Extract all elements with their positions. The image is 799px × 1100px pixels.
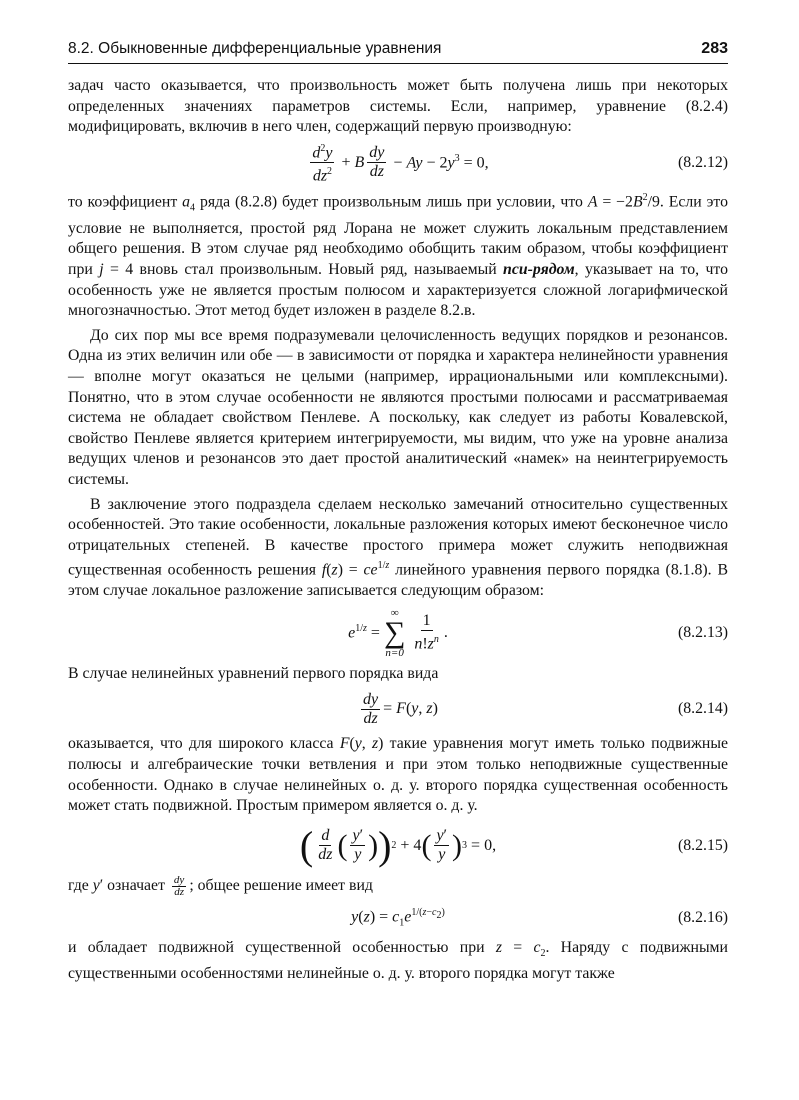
page-number: 283 [701,40,728,57]
paragraph-4: В заключение этого подраздела сделаем несколько замечаний относительно существенных особенностей. Это такие особенности, локальные разложения которых имеют бесконечное число отрицательных степеней. В качестве простого примера может служить неподвижная существенная особенность решения $f(z) = ce^{1/z}$ линейного уравнения первого порядка (8.1.8). В этом случае локальное разложение записывается следующим образом: [68,495,728,600]
paragraph-6: оказывается, что для широкого класса F(y, z) такие уравнения могут иметь только подвижные полюсы и алгебраические точки ветвления и при этом только неподвижные существенные особенности. Однако в случае нелинейных о. д. у. второго порядка существенная особенность может стать подвижной. Простым примером является о. д. у. [68,735,728,815]
equation-number: (8.2.13) [677,623,728,641]
equation-number: (8.2.14) [677,700,728,718]
paragraph-7: где y′ означает $\frac{dy}{dz}$ ; общее решение имеет вид [68,873,373,898]
equation-8-2-12 [68,138,728,188]
equation-body: ( $\frac{d}{dz}$ ( $\frac{y'}{y}$ ) ) 2 + 4 ( $\frac{y'}{y}$ ) 3 = 0, [299,822,497,868]
paragraph-1: задач часто оказывается, что произвольность может быть получена лишь при некоторых определенных значениях параметров системы. Если, например, уравнение (8.2.4) модифицировать, включив в него член, содержащий первую производную: [68,77,728,136]
paragraph-2: то коэффициент $a_4$ ряда (8.2.8) будет произвольным лишь при условии, что $A = -2B^2/9$. Если это условие не выполняется, простой ряд Лорана не может служить локальным представлением общего решения. В этом случае ряд необходимо обобщить таким образом, чтобы коэффициент при j = 4 вновь стал произвольным. Новый ряд, называемый пси-рядом, указывает на то, что особенность уже не является простым полюсом и характеризуется сложной логарифмической многозначностью. Этот метод будет изложен в разделе 8.2.в. [68,191,729,320]
page [68,40,728,985]
equation-body: $\frac{dy}{dz}$ = F(y, z) [363,690,438,727]
equation-number: (8.2.16) [677,908,728,926]
paragraph-3: До сих пор мы все время подразумевали целочисленность ведущих порядков и резонансов. Одна из этих величин или обе — в зависимости от порядка и характера нелинейности уравнения — вполне могут оказаться не целыми (например, иррациональными или комплексными). Понятно, что в этом случае особенности не являются простыми полюсами и рассматриваемая система не обладает свойством Пенлеве. А поскольку, как следует из работы Ковалевской, свойство Пенлеве является критерием интегрируемости, мы видим, что уже на уровне анализа ведущих членов и резонансов это дает простой аналитический «намек» на неинтегрируемость системы. [68,326,728,488]
equation-8-2-14 [68,684,728,734]
equation-body: $\frac{d^2y}{dz^2}$ + B $\frac{dy}{dz}$ − $Ay - 2y^3 = 0$, [68,138,728,188]
equation-8-2-13 [68,602,728,664]
paragraph-5: В случае нелинейных уравнений первого порядка вида [68,664,439,682]
equation-number: (8.2.12) [677,153,728,171]
equation-body: $y(z) = c_1e^{1/(z-c_2)}$ [351,906,445,929]
section-title: 8.2. Обыкновенные дифференциальные уравнения [68,40,442,57]
term-psi-series: пси-рядом [503,260,575,278]
running-header [68,40,728,64]
equation-number: (8.2.15) [677,836,728,854]
paragraph-8: и обладает подвижной существенной особенностью при $z = c_2$. Наряду с подвижными существенными особенностями нелинейные о. д. у. второго порядка могут также [68,938,729,983]
equation-body: $e^{1/z}$ = ∞ ∑ n=0 $\frac{1}{n!z^n}$ . [348,606,448,659]
equation-8-2-15 [68,817,728,875]
equation-8-2-16 [68,898,728,938]
